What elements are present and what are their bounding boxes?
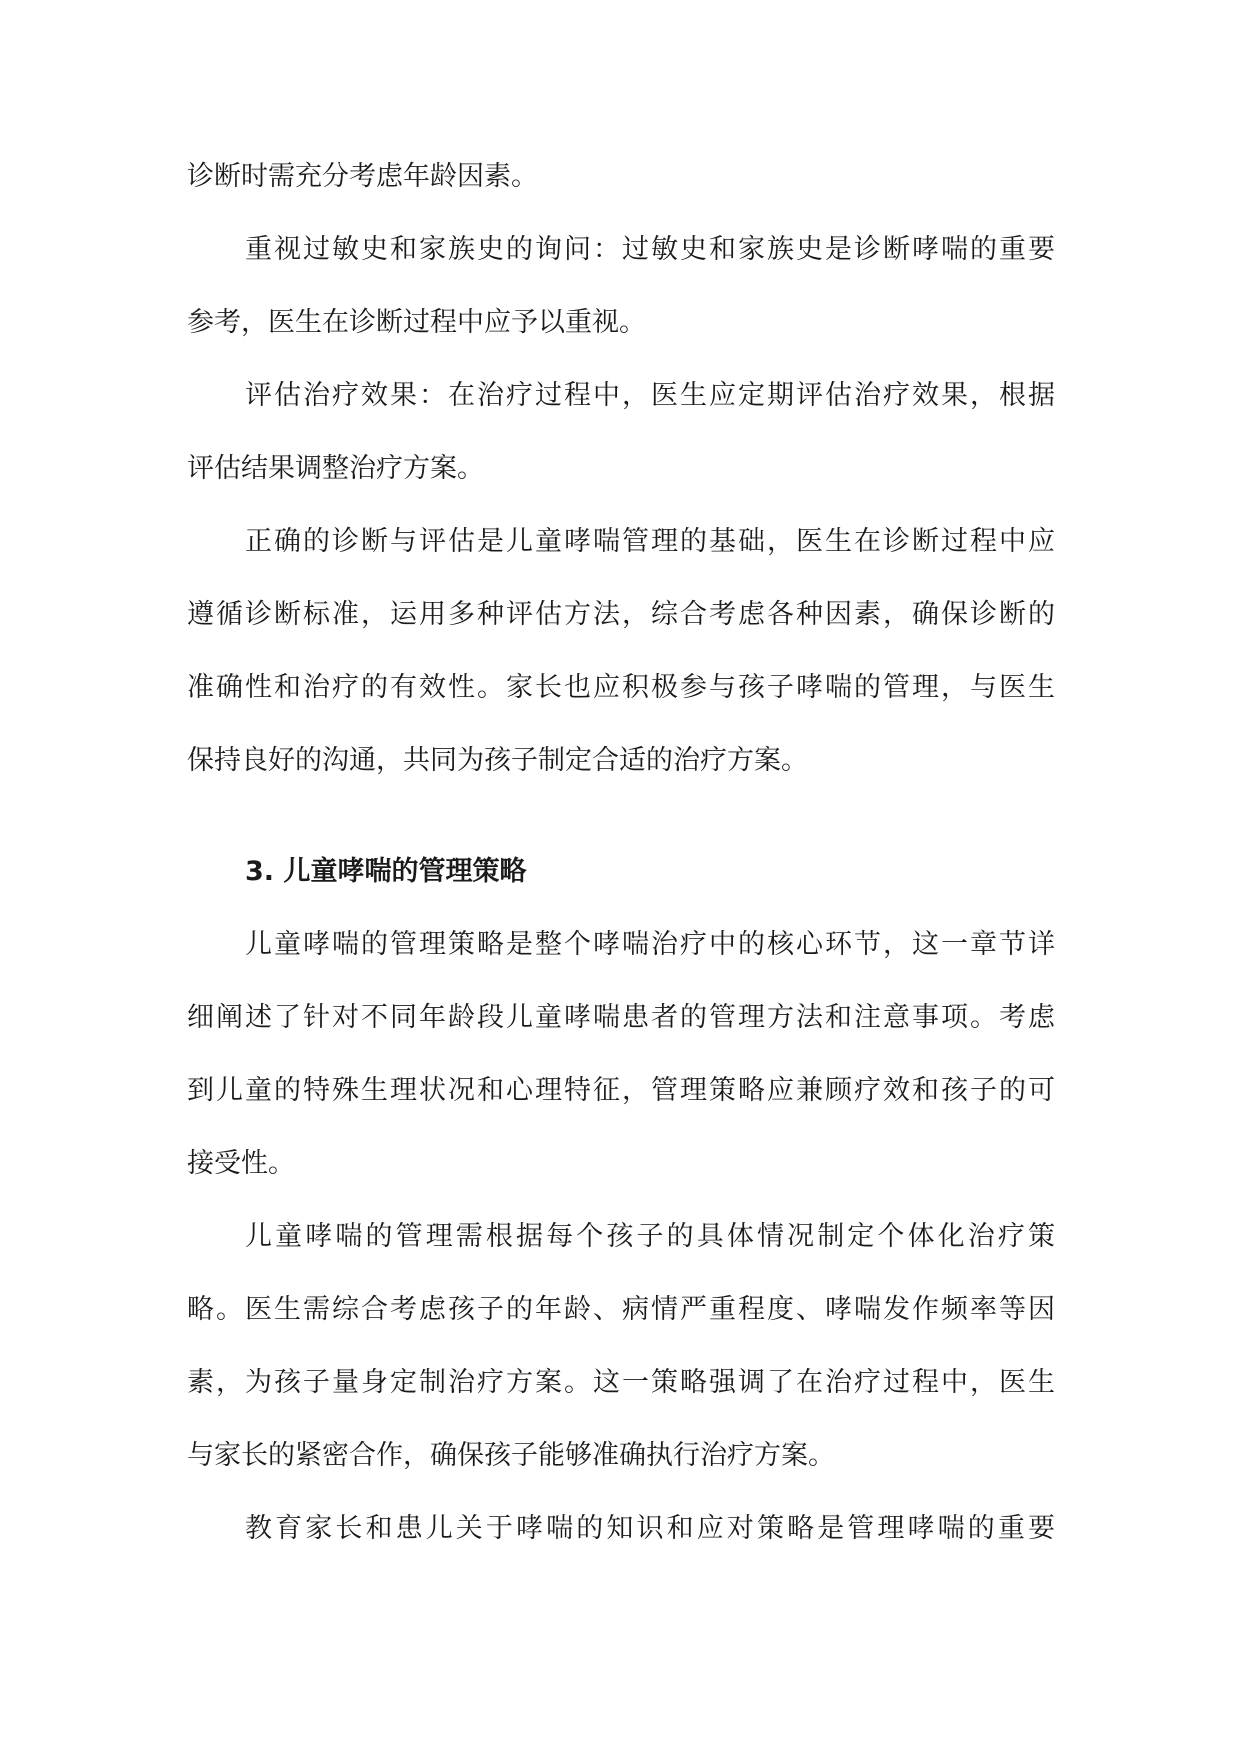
text-line: 略。医生需综合考虑孩子的年龄、病情严重程度、哮喘发作频率等因 xyxy=(187,1294,1055,1325)
text-line: 儿童哮喘的管理需根据每个孩子的具体情况制定个体化治疗策 xyxy=(245,1221,1055,1252)
text-line: 细阐述了针对不同年龄段儿童哮喘患者的管理方法和注意事项。考虑 xyxy=(187,1002,1055,1033)
text-line: 准确性和治疗的有效性。家长也应积极参与孩子哮喘的管理，与医生 xyxy=(187,672,1055,703)
text-line: 接受性。 xyxy=(187,1148,295,1179)
text-line: 参考，医生在诊断过程中应予以重视。 xyxy=(187,307,646,338)
section-heading: 3. 儿童哮喘的管理策略 xyxy=(245,856,527,887)
text-line: 教育家长和患儿关于哮喘的知识和应对策略是管理哮喘的重要 xyxy=(245,1513,1055,1544)
document-body xyxy=(187,140,1055,1565)
text-line: 儿童哮喘的管理策略是整个哮喘治疗中的核心环节，这一章节详 xyxy=(245,929,1055,960)
text-line: 与家长的紧密合作，确保孩子能够准确执行治疗方案。 xyxy=(187,1440,835,1471)
text-line: 保持良好的沟通，共同为孩子制定合适的治疗方案。 xyxy=(187,745,808,776)
text-line: 遵循诊断标准，运用多种评估方法，综合考虑各种因素，确保诊断的 xyxy=(187,599,1055,630)
text-line: 诊断时需充分考虑年龄因素。 xyxy=(187,161,538,192)
text-line: 素，为孩子量身定制治疗方案。这一策略强调了在治疗过程中，医生 xyxy=(187,1367,1055,1398)
text-line: 正确的诊断与评估是儿童哮喘管理的基础，医生在诊断过程中应 xyxy=(245,526,1055,557)
text-line: 评估治疗效果：在治疗过程中，医生应定期评估治疗效果，根据 xyxy=(245,380,1055,411)
text-line: 评估结果调整治疗方案。 xyxy=(187,453,484,484)
text-line: 到儿童的特殊生理状况和心理特征，管理策略应兼顾疗效和孩子的可 xyxy=(187,1075,1055,1106)
text-line: 重视过敏史和家族史的询问：过敏史和家族史是诊断哮喘的重要 xyxy=(245,234,1055,265)
